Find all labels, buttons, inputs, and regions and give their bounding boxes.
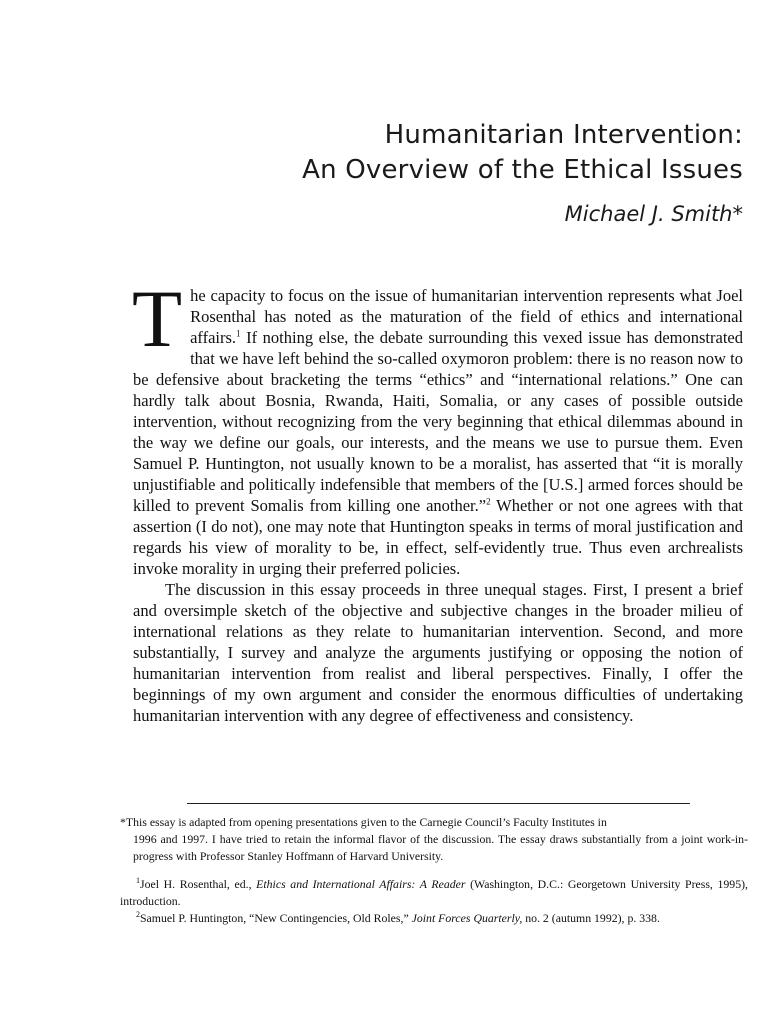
footnote-star-continued: 1996 and 1997. I have tried to retain the informal flavor of the discussion. The essay draws substantially from a joint work-in-progress with Professor Stanley Hoffmann of Harvard University. xyxy=(133,832,748,863)
footnote-1-number: 1 xyxy=(136,876,140,886)
author-name: Michael J. Smith* xyxy=(564,202,743,226)
footnote-1-title: Ethics and International Affairs: A Reader xyxy=(256,877,466,891)
article-header xyxy=(180,118,743,226)
footnote-2-text-b: no. 2 (autumn 1992), p. 338. xyxy=(522,911,660,925)
footnote-1-text-a: Joel H. Rosenthal, ed., xyxy=(140,877,257,891)
footnote-2-number: 2 xyxy=(136,910,140,920)
title-line-2: An Overview of the Ethical Issues xyxy=(302,155,743,185)
paragraph-1-part-c: Whether or not one agrees with that assertion (I do not), one may note that Huntington speaks in terms of moral justification and regards his view of morality to be, in effect, self-evidently true. Thus even archrealists invoke morality in urging their preferred policies. xyxy=(133,496,743,578)
footnotes xyxy=(120,814,748,927)
paragraph-1-part-b: If nothing else, the debate surrounding this vexed issue has demonstrated that we have left behind the so-called oxymoron problem: there is no reason now to be defensive about bracketing the terms “ethics” and “international relations.” One can hardly talk about Bosnia, Rwanda, Haiti, Somalia, or any cases of possible outside intervention, without recognizing from the very beginning that ethical dilemmas abound in the way we define our goals, our interests, and the means we use to pursue them. Even Samuel P. Huntington, not usually known to be a moralist, has asserted that “it is morally unjustifiable and politically indefensible that members of the [U.S.] armed forces should be killed to prevent Somalis from killing one another.” xyxy=(133,328,743,515)
paragraph-2: The discussion in this essay proceeds in three unequal stages. First, I present a brief and oversimple sketch of the objective and subjective changes in the broader milieu of international relations as they relate to humanitarian intervention. Second, and more substantially, I survey and analyze the arguments justifying or opposing the notion of humanitarian intervention from realist and liberal perspectives. Finally, I offer the beginnings of my own argument and consider the enormous difficulties of undertaking humanitarian intervention with any degree of effectiveness and consistency. xyxy=(133,580,743,725)
footnote-star-line-1: *This essay is adapted from opening presentations given to the Carnegie Council’s Faculty Institutes in xyxy=(120,815,607,829)
footnote-1 xyxy=(120,876,748,910)
paragraph-1 xyxy=(132,273,743,579)
paragraph-1-part-a: he capacity to focus on the issue of humanitarian intervention represents what Joel Rosenthal has noted as the maturation of the field of ethics and international affairs. xyxy=(190,286,743,347)
drop-cap: T xyxy=(132,273,183,364)
footnote-divider xyxy=(187,803,690,804)
footnote-ref-2: 2 xyxy=(486,496,491,507)
footnote-ref-1: 1 xyxy=(236,328,241,339)
footnote-2 xyxy=(120,910,748,927)
footnote-2-text-a: Samuel P. Huntington, “New Contingencies, Old Roles,” xyxy=(140,911,412,925)
title-line-1: Humanitarian Intervention: xyxy=(384,120,743,150)
article-body xyxy=(132,273,743,726)
footnote-star xyxy=(120,814,748,831)
footnote-2-title: Joint Forces Quarterly, xyxy=(411,911,523,925)
footnote-1-text-b: (Washington, D.C.: Georgetown University Press, 1995), introduction. xyxy=(120,877,748,908)
